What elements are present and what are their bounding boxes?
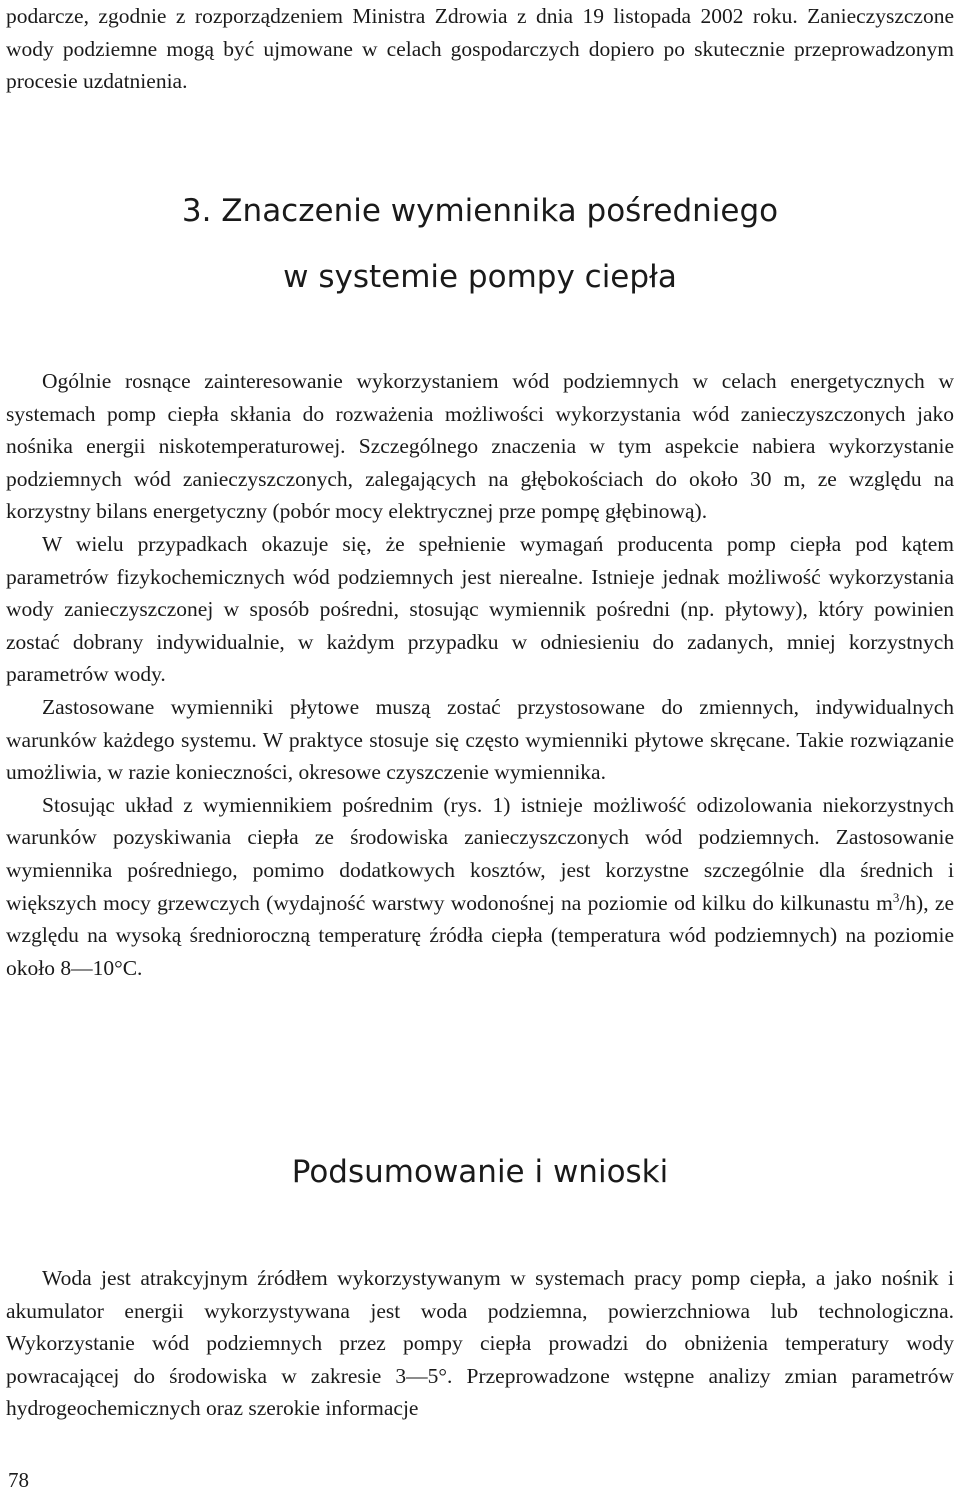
section-3-paragraph-1: Ogólnie rosnące zainteresowanie wykorzystaniem wód podziemnych w celach energetycznych w systemach pomp ciepła skłania do rozważenia możliwości wykorzystania wód zanieczyszczonych jako nośnika energii niskotemperaturowej. Szczególnego znaczenia w tym aspekcie nabiera wykorzystanie podziemnych wód zanieczyszczonych, zalegających na głębokościach do około 30 m, ze względu na korzystny bilans energetyczny (pobór mocy elektrycznej prze pompę głębinową). [6,369,954,524]
summary-title: Podsumowanie i wnioski [291,1154,669,1190]
summary-body [6,1262,954,1425]
paragraph-4-part-a: Stosując układ z wymiennikiem pośrednim (rys. 1) istnieje możliwość odizolowania niekorzystnych warunków pozyskiwania ciepła ze środowiska zanieczyszczonych wód podziemnych. Zastosowanie wymiennika pośredniego, pomimo dodatkowych kosztów, jest korzystne szczególnie dla średnich i większych mocy grzewczych (wydajność warstwy wodonośnej na poziomie od kilku do kilkunastu m [6,792,954,915]
top-paragraph: podarcze, zgodnie z rozporządzeniem Ministra Zdrowia z dnia 19 listopada 2002 roku. Zanieczyszczone wody podziemne mogą być ujmowane w celach gospodarczych dopiero po skutecznie przeprowadzonym procesie uzdatnienia. [6,4,954,94]
page-number: 78 [8,1468,29,1492]
paragraph-4-part-b: /h), ze względu na wysoką średnioroczną temperaturę źródła ciepła (temperatura wód podziemnych) na poziomie około 8—10°C. [6,890,955,980]
section-3-body [6,365,954,984]
superscript-3: 3 [892,889,900,905]
summary-paragraph-1: Woda jest atrakcyjnym źródłem wykorzystywanym w systemach pracy pomp ciepła, a jako nośnik i akumulator energii wykorzystywana jest woda podziemna, powierzchniowa lub technologiczna. Wykorzystanie wód podziemnych przez pompy ciepła prowadzi do obniżenia temperatury wody powracającej do środowiska w zakresie 3—5°. Przeprowadzone wstępne analizy zmian parametrów hydrogeochemicznych oraz szerokie informacje [6,1266,954,1421]
section-3-paragraph-4 [6,789,954,985]
section-3-title-line-2: w systemie pompy ciepła [283,259,677,295]
section-3-paragraph-3: Zastosowane wymienniki płytowe muszą zostać przystosowane do zmiennych, indywidualnych warunków każdego systemu. W praktyce stosuje się często wymienniki płytowe skręcane. Takie rozwiązanie umożliwia, w razie konieczności, okresowe czyszczenie wymiennika. [6,694,954,785]
section-3-paragraph-2: W wielu przypadkach okazuje się, że spełnienie wymagań producenta pomp ciepła pod kątem parametrów fizykochemicznych wód podziemnych jest nierealne. Istnieje jednak możliwość wykorzystania wody zanieczyszczonej w sposób pośredni, stosując wymiennik pośredni (np. płytowy), który powinien zostać dobrany indywidualnie, w każdym przypadku w odniesieniu do zadanych, mniej korzystnych parametrów wody. [6,531,954,687]
top-fragment [6,0,954,98]
section-3-title-line-1: 3. Znaczenie wymiennika pośredniego [181,193,779,229]
